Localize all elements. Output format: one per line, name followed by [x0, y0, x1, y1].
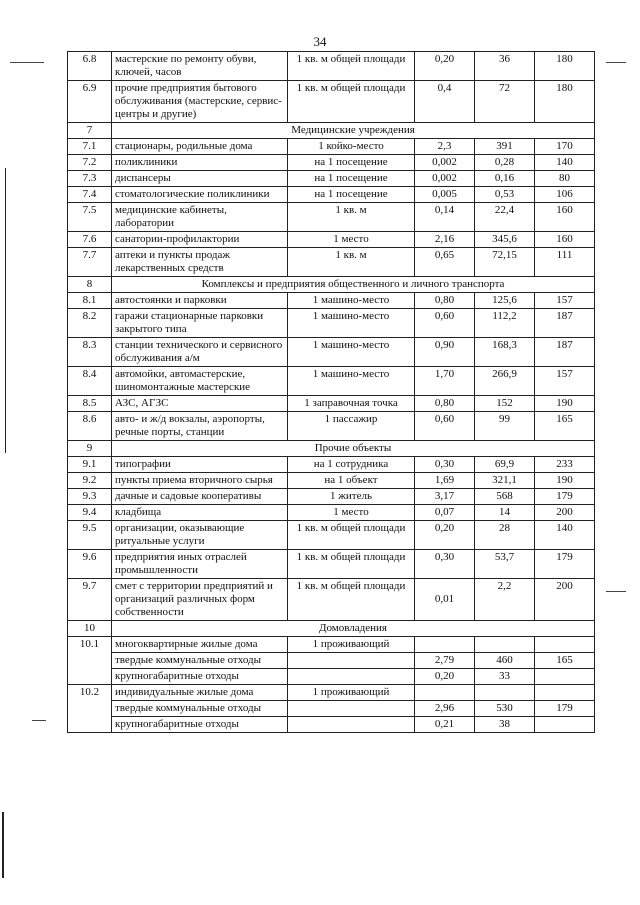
unit-of-measure [288, 701, 415, 717]
row-number: 9.1 [68, 457, 112, 473]
unit-of-measure: 1 место [288, 232, 415, 248]
table-row [68, 139, 595, 155]
value-col-1: 0,30 [415, 550, 475, 579]
value-col-2: 33 [475, 669, 535, 685]
unit-of-measure: на 1 сотрудника [288, 457, 415, 473]
value-col-1 [415, 637, 475, 653]
section-row [68, 441, 595, 457]
scan-artifact-dash [10, 62, 44, 63]
object-name: медицинские кабинеты, лаборатории [112, 203, 288, 232]
row-number: 9.7 [68, 579, 112, 621]
row-number: 7.6 [68, 232, 112, 248]
value-col-2: 2,2 [475, 579, 535, 621]
value-col-2: 22,4 [475, 203, 535, 232]
value-col-3: 180 [535, 81, 595, 123]
unit-of-measure: на 1 посещение [288, 171, 415, 187]
group-row [68, 685, 595, 701]
unit-of-measure: на 1 посещение [288, 187, 415, 203]
unit-of-measure [288, 669, 415, 685]
value-col-1: 1,70 [415, 367, 475, 396]
value-col-2: 99 [475, 412, 535, 441]
row-number: 9.5 [68, 521, 112, 550]
value-col-1: 2,79 [415, 653, 475, 669]
unit-of-measure: 1 койко-место [288, 139, 415, 155]
value-col-1: 0,002 [415, 171, 475, 187]
object-name: диспансеры [112, 171, 288, 187]
object-name: смет с территории предприятий и организаций различных форм собственности [112, 579, 288, 621]
table-row [68, 232, 595, 248]
value-col-1: 0,21 [415, 717, 475, 733]
unit-of-measure [288, 717, 415, 733]
row-number: 8 [68, 277, 112, 293]
value-col-3: 106 [535, 187, 595, 203]
value-col-3 [535, 669, 595, 685]
unit-of-measure: 1 место [288, 505, 415, 521]
table-row [68, 396, 595, 412]
row-number: 7.4 [68, 187, 112, 203]
value-col-1 [415, 685, 475, 701]
value-col-3: 200 [535, 505, 595, 521]
scan-artifact-dash [606, 591, 626, 592]
value-col-3: 179 [535, 701, 595, 717]
value-col-2: 125,6 [475, 293, 535, 309]
unit-of-measure: 1 заправочная точка [288, 396, 415, 412]
unit-of-measure: 1 машино-место [288, 367, 415, 396]
object-name: стационары, родильные дома [112, 139, 288, 155]
object-name: кладбища [112, 505, 288, 521]
object-name: предприятия иных отраслей промышленности [112, 550, 288, 579]
page-number: 34 [313, 34, 327, 49]
value-col-2: 72 [475, 81, 535, 123]
table-row [68, 187, 595, 203]
object-name: автомойки, автомастерские, шиномонтажные мастерские [112, 367, 288, 396]
value-col-2: 14 [475, 505, 535, 521]
table-row [68, 521, 595, 550]
row-number: 9 [68, 441, 112, 457]
table-row [68, 171, 595, 187]
value-col-2: 168,3 [475, 338, 535, 367]
value-col-3 [535, 637, 595, 653]
unit-of-measure [288, 653, 415, 669]
value-col-2 [475, 637, 535, 653]
table-row [68, 473, 595, 489]
value-col-3: 157 [535, 367, 595, 396]
unit-of-measure: 1 кв. м общей площади [288, 81, 415, 123]
row-number: 9.4 [68, 505, 112, 521]
value-col-2: 345,6 [475, 232, 535, 248]
table-row [68, 338, 595, 367]
value-col-2: 152 [475, 396, 535, 412]
table-row [68, 81, 595, 123]
value-col-1: 0,80 [415, 396, 475, 412]
value-col-2: 38 [475, 717, 535, 733]
sub-row [68, 701, 595, 717]
value-col-3: 179 [535, 550, 595, 579]
value-col-1: 0,60 [415, 412, 475, 441]
object-name: поликлиники [112, 155, 288, 171]
norms-table [67, 51, 595, 733]
unit-of-measure: 1 кв. м [288, 203, 415, 232]
section-row [68, 621, 595, 637]
unit-of-measure: на 1 посещение [288, 155, 415, 171]
value-col-3: 170 [535, 139, 595, 155]
value-col-3: 160 [535, 203, 595, 232]
unit-of-measure: 1 проживающий [288, 637, 415, 653]
value-col-2: 0,53 [475, 187, 535, 203]
value-col-3: 160 [535, 232, 595, 248]
object-name: типографии [112, 457, 288, 473]
value-col-1: 0,60 [415, 309, 475, 338]
row-number: 6.9 [68, 81, 112, 123]
value-col-3: 233 [535, 457, 595, 473]
row-number: 10 [68, 621, 112, 637]
value-col-2: 53,7 [475, 550, 535, 579]
value-col-1: 0,65 [415, 248, 475, 277]
object-name: индивидуальные жилые дома [112, 685, 288, 701]
value-col-2: 266,9 [475, 367, 535, 396]
scan-artifact-dash [32, 720, 46, 721]
waste-type: твердые коммунальные отходы [112, 653, 288, 669]
sub-row [68, 717, 595, 733]
row-number: 8.4 [68, 367, 112, 396]
value-col-2: 28 [475, 521, 535, 550]
value-col-2: 391 [475, 139, 535, 155]
value-col-3: 157 [535, 293, 595, 309]
waste-type: крупногабаритные отходы [112, 717, 288, 733]
value-col-3: 180 [535, 52, 595, 81]
row-number: 7.5 [68, 203, 112, 232]
object-name: станции технического и сервисного обслуживания а/м [112, 338, 288, 367]
value-col-2: 36 [475, 52, 535, 81]
table-row [68, 248, 595, 277]
object-name: организации, оказывающие ритуальные услуги [112, 521, 288, 550]
value-col-1: 2,96 [415, 701, 475, 717]
object-name: мастерские по ремонту обуви, ключей, часов [112, 52, 288, 81]
section-title: Домовладения [112, 621, 595, 637]
waste-type: твердые коммунальные отходы [112, 701, 288, 717]
unit-of-measure: 1 машино-место [288, 293, 415, 309]
unit-of-measure: 1 кв. м общей площади [288, 521, 415, 550]
value-col-1: 0,20 [415, 669, 475, 685]
row-number: 9.6 [68, 550, 112, 579]
row-number: 8.2 [68, 309, 112, 338]
object-name: АЗС, АГЗС [112, 396, 288, 412]
value-col-3: 200 [535, 579, 595, 621]
unit-of-measure: на 1 объект [288, 473, 415, 489]
scan-artifact-left-bar [2, 812, 4, 878]
table-row [68, 412, 595, 441]
table-row [68, 155, 595, 171]
value-col-2: 530 [475, 701, 535, 717]
object-name: прочие предприятия бытового обслуживания (мастерские, сервис-центры и другие) [112, 81, 288, 123]
section-title: Комплексы и предприятия общественного и личного транспорта [112, 277, 595, 293]
object-name: аптеки и пункты продаж лекарственных средств [112, 248, 288, 277]
object-name: стоматологические поликлиники [112, 187, 288, 203]
value-col-2: 0,28 [475, 155, 535, 171]
value-col-2: 69,9 [475, 457, 535, 473]
value-col-1: 0,002 [415, 155, 475, 171]
value-col-1: 0,90 [415, 338, 475, 367]
waste-type: крупногабаритные отходы [112, 669, 288, 685]
value-col-3: 187 [535, 338, 595, 367]
sub-row [68, 653, 595, 669]
value-col-3: 187 [535, 309, 595, 338]
unit-of-measure: 1 проживающий [288, 685, 415, 701]
row-number: 7.2 [68, 155, 112, 171]
row-number: 7 [68, 123, 112, 139]
value-col-1: 2,3 [415, 139, 475, 155]
section-title: Прочие объекты [112, 441, 595, 457]
scan-artifact-left-edge [5, 168, 6, 453]
row-number: 10.1 [68, 637, 112, 685]
unit-of-measure: 1 машино-место [288, 338, 415, 367]
object-name: гаражи стационарные парковки закрытого типа [112, 309, 288, 338]
table-row [68, 52, 595, 81]
value-col-1: 0,07 [415, 505, 475, 521]
value-col-1: 2,16 [415, 232, 475, 248]
value-col-2: 72,15 [475, 248, 535, 277]
value-col-1: 0,20 [415, 521, 475, 550]
value-col-3: 179 [535, 489, 595, 505]
unit-of-measure: 1 кв. м общей площади [288, 579, 415, 621]
object-name: автостоянки и парковки [112, 293, 288, 309]
value-col-3 [535, 717, 595, 733]
value-col-2: 112,2 [475, 309, 535, 338]
table-row [68, 579, 595, 621]
value-col-1: 1,69 [415, 473, 475, 489]
value-col-2: 460 [475, 653, 535, 669]
value-col-3: 111 [535, 248, 595, 277]
table-row [68, 457, 595, 473]
unit-of-measure: 1 пассажир [288, 412, 415, 441]
value-col-3: 80 [535, 171, 595, 187]
unit-of-measure: 1 кв. м [288, 248, 415, 277]
value-col-2: 568 [475, 489, 535, 505]
value-col-3: 165 [535, 653, 595, 669]
section-row [68, 123, 595, 139]
sub-row [68, 669, 595, 685]
row-number: 6.8 [68, 52, 112, 81]
scan-artifact-dash [606, 62, 626, 63]
value-col-2: 321,1 [475, 473, 535, 489]
row-number: 8.3 [68, 338, 112, 367]
object-name: дачные и садовые кооперативы [112, 489, 288, 505]
table-row [68, 489, 595, 505]
value-col-1: 0,4 [415, 81, 475, 123]
table-row [68, 309, 595, 338]
object-name: санатории-профилактории [112, 232, 288, 248]
value-col-1: 3,17 [415, 489, 475, 505]
row-number: 7.3 [68, 171, 112, 187]
value-col-2 [475, 685, 535, 701]
table-row [68, 550, 595, 579]
row-number: 10.2 [68, 685, 112, 733]
section-row [68, 277, 595, 293]
row-number: 8.1 [68, 293, 112, 309]
value-col-3: 140 [535, 155, 595, 171]
row-number: 9.3 [68, 489, 112, 505]
value-col-1: 0,80 [415, 293, 475, 309]
object-name: пункты приема вторичного сырья [112, 473, 288, 489]
value-col-3: 190 [535, 396, 595, 412]
object-name: многоквартирные жилые дома [112, 637, 288, 653]
row-number: 7.7 [68, 248, 112, 277]
unit-of-measure: 1 кв. м общей площади [288, 52, 415, 81]
unit-of-measure: 1 житель [288, 489, 415, 505]
group-row [68, 637, 595, 653]
unit-of-measure: 1 кв. м общей площади [288, 550, 415, 579]
object-name: авто- и ж/д вокзалы, аэропорты, речные порты, станции [112, 412, 288, 441]
section-title: Медицинские учреждения [112, 123, 595, 139]
value-col-3: 165 [535, 412, 595, 441]
norms-table-body [68, 52, 595, 733]
row-number: 7.1 [68, 139, 112, 155]
value-col-1: 0,005 [415, 187, 475, 203]
table-row [68, 367, 595, 396]
table-row [68, 203, 595, 232]
value-col-1: 0,20 [415, 52, 475, 81]
value-col-1: 0,01 [415, 579, 475, 621]
row-number: 9.2 [68, 473, 112, 489]
row-number: 8.6 [68, 412, 112, 441]
value-col-3 [535, 685, 595, 701]
table-row [68, 293, 595, 309]
value-col-2: 0,16 [475, 171, 535, 187]
value-col-3: 190 [535, 473, 595, 489]
value-col-1: 0,14 [415, 203, 475, 232]
row-number: 8.5 [68, 396, 112, 412]
value-col-1: 0,30 [415, 457, 475, 473]
value-col-3: 140 [535, 521, 595, 550]
unit-of-measure: 1 машино-место [288, 309, 415, 338]
table-row [68, 505, 595, 521]
